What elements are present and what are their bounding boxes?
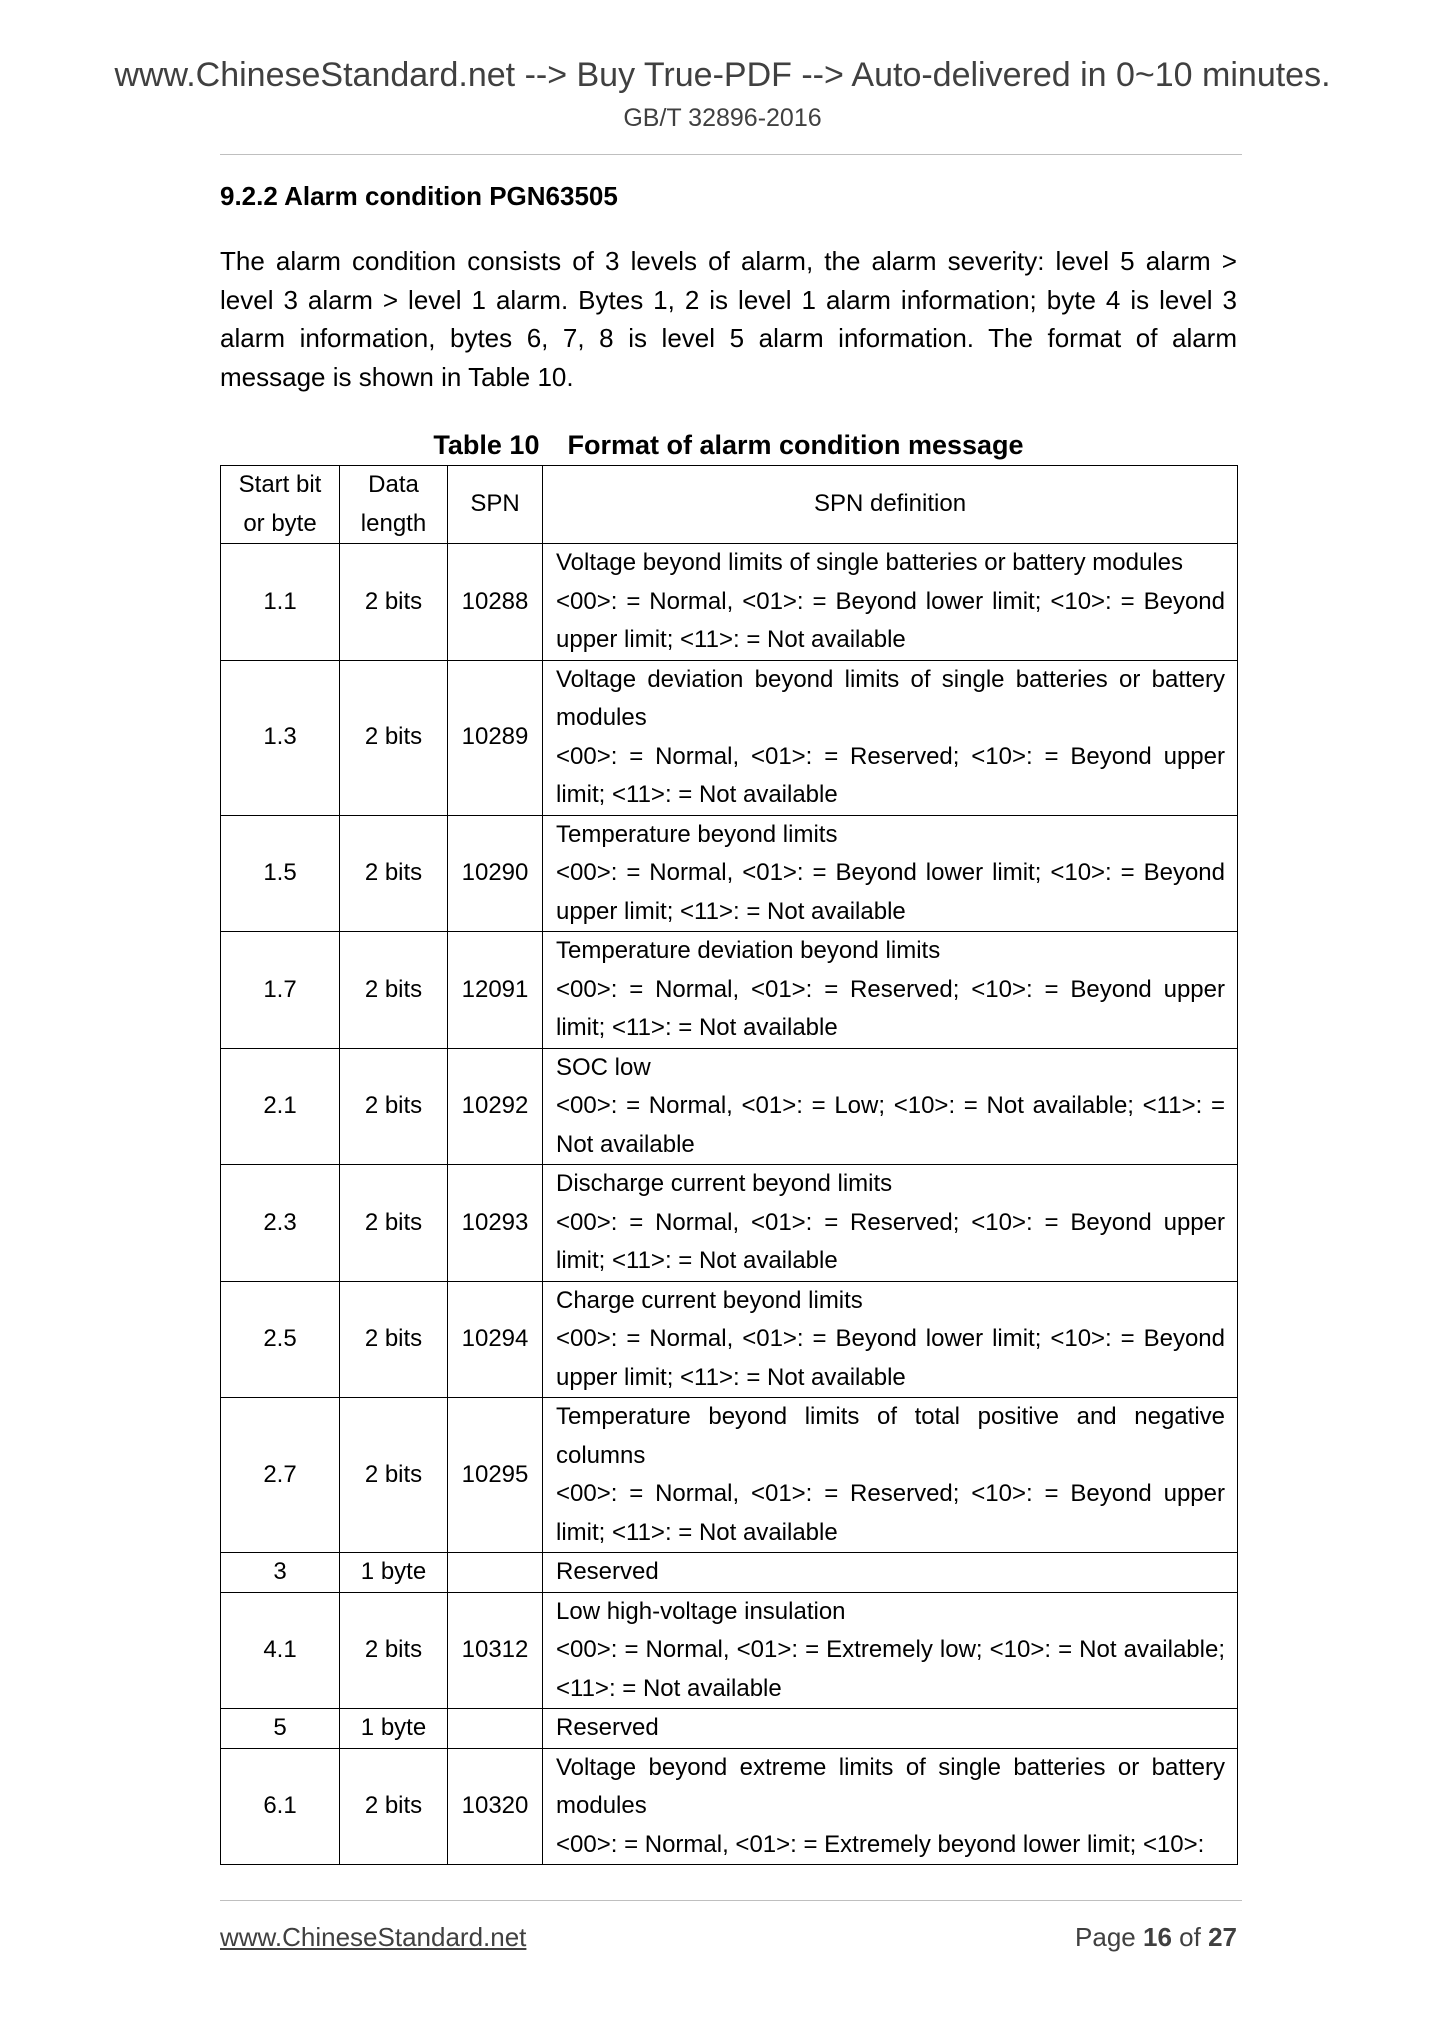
cell-spn: 10292 — [448, 1048, 543, 1165]
definition-title: Reserved — [556, 1558, 659, 1585]
total-pages: 27 — [1208, 1922, 1237, 1952]
current-page: 16 — [1143, 1922, 1172, 1952]
definition-values: <00>: = Normal, <01>: = Extremely beyond lower limit; <10>: — [556, 1830, 1205, 1858]
cell-start: 1.1 — [221, 544, 340, 661]
cell-definition — [543, 1709, 1238, 1749]
table-row — [221, 544, 1238, 661]
table-caption-number: Table 10 — [433, 430, 540, 460]
page-indicator: Page 16 of 27 — [1075, 1922, 1237, 1952]
cell-definition — [543, 1398, 1238, 1553]
definition-title: Temperature deviation beyond limits — [556, 937, 941, 964]
definition-title: Low high-voltage insulation — [556, 1597, 846, 1625]
cell-start: 2.1 — [221, 1048, 340, 1165]
cell-spn: 10293 — [448, 1165, 543, 1282]
cell-definition — [543, 815, 1238, 932]
definition-values: <00>: = Normal, <01>: = Reserved; <10>: = Beyond upper limit; <11>: = Not available — [556, 1480, 1225, 1546]
cell-spn: 10288 — [448, 544, 543, 661]
cell-length: 2 bits — [340, 1048, 448, 1165]
table-row — [221, 1281, 1238, 1398]
cell-definition — [543, 544, 1238, 661]
table-caption-title: Format of alarm condition message — [567, 430, 1024, 460]
definition-title: SOC low — [556, 1053, 651, 1081]
footer-site-link[interactable]: www.ChineseStandard.net — [220, 1922, 527, 1952]
definition-values: <00>: = Normal, <01>: = Beyond lower limit; <10>: = Beyond upper limit; <11>: = Not available — [556, 1325, 1225, 1391]
cell-length: 2 bits — [340, 1592, 448, 1709]
table-row — [221, 660, 1238, 815]
alarm-format-table — [220, 465, 1238, 1865]
cell-start: 1.5 — [221, 815, 340, 932]
definition-values: <00>: = Normal, <01>: = Reserved; <10>: = Beyond upper limit; <11>: = Not available — [556, 975, 1225, 1041]
cell-definition — [543, 1281, 1238, 1398]
cell-definition — [543, 1748, 1238, 1865]
cell-spn: 10294 — [448, 1281, 543, 1398]
cell-spn: 10289 — [448, 660, 543, 815]
header-divider — [220, 154, 1242, 155]
header-start-bit: Start bit or byte — [221, 466, 340, 544]
definition-values: <00>: = Normal, <01>: = Low; <10>: = Not available; <11>: = Not available — [556, 1092, 1225, 1158]
table-row — [221, 1048, 1238, 1165]
definition-title: Reserved — [556, 1714, 659, 1741]
cell-start: 2.5 — [221, 1281, 340, 1398]
cell-start: 3 — [221, 1553, 340, 1593]
table-row — [221, 1165, 1238, 1282]
table-row — [221, 1748, 1238, 1865]
cell-length: 2 bits — [340, 660, 448, 815]
cell-spn — [448, 1709, 543, 1749]
section-heading: 9.2.2 Alarm condition PGN63505 — [220, 181, 618, 211]
definition-values: <00>: = Normal, <01>: = Beyond lower limit; <10>: = Beyond upper limit; <11>: = Not available — [556, 859, 1225, 925]
definition-title: Voltage beyond limits of single batteries or battery modules — [556, 549, 1184, 576]
cell-length: 2 bits — [340, 932, 448, 1049]
cell-definition — [543, 1553, 1238, 1593]
cell-definition — [543, 660, 1238, 815]
definition-values: <00>: = Normal, <01>: = Beyond lower limit; <10>: = Beyond upper limit; <11>: = Not available — [556, 587, 1225, 653]
table-caption — [220, 430, 1237, 461]
cell-start: 1.3 — [221, 660, 340, 815]
cell-spn: 12091 — [448, 932, 543, 1049]
cell-spn: 10312 — [448, 1592, 543, 1709]
header-spn-definition: SPN definition — [543, 466, 1238, 544]
table-row — [221, 1398, 1238, 1553]
table-row — [221, 932, 1238, 1049]
cell-length: 1 byte — [340, 1553, 448, 1593]
definition-values: <00>: = Normal, <01>: = Reserved; <10>: = Beyond upper limit; <11>: = Not available — [556, 742, 1225, 808]
cell-definition — [543, 1592, 1238, 1709]
definition-title: Voltage beyond extreme limits of single batteries or battery modules — [556, 1753, 1225, 1819]
header-data-length: Data length — [340, 466, 448, 544]
table-row — [221, 815, 1238, 932]
definition-title: Discharge current beyond limits — [556, 1170, 893, 1197]
table-row — [221, 1592, 1238, 1709]
table-row — [221, 1553, 1238, 1593]
definition-title: Temperature beyond limits of total positive and negative columns — [556, 1403, 1225, 1469]
definition-title: Voltage deviation beyond limits of single batteries or battery modules — [556, 665, 1225, 731]
cell-length: 2 bits — [340, 1165, 448, 1282]
table-row — [221, 1709, 1238, 1749]
cell-start: 6.1 — [221, 1748, 340, 1865]
cell-spn: 10320 — [448, 1748, 543, 1865]
standard-id: GB/T 32896-2016 — [623, 104, 822, 132]
definition-values: <00>: = Normal, <01>: = Reserved; <10>: = Beyond upper limit; <11>: = Not available — [556, 1208, 1225, 1274]
definition-title: Temperature beyond limits — [556, 820, 838, 848]
cell-length: 2 bits — [340, 544, 448, 661]
cell-length: 2 bits — [340, 1748, 448, 1865]
definition-title: Charge current beyond limits — [556, 1286, 863, 1314]
intro-paragraph: The alarm condition consists of 3 levels of alarm, the alarm severity: level 5 alarm > level 3 alarm > level 1 alarm. Bytes 1, 2 is level 1 alarm information; byte 4 is level 3 alarm information, bytes 6, 7, 8 is level 5 alarm information. The format of alarm message is shown in Table 10. — [220, 246, 1237, 392]
cell-spn: 10290 — [448, 815, 543, 932]
cell-start: 2.3 — [221, 1165, 340, 1282]
cell-length: 2 bits — [340, 1281, 448, 1398]
cell-definition — [543, 1048, 1238, 1165]
cell-start: 2.7 — [221, 1398, 340, 1553]
cell-length: 1 byte — [340, 1709, 448, 1749]
cell-start: 5 — [221, 1709, 340, 1749]
header-spn: SPN — [448, 466, 543, 544]
cell-definition — [543, 932, 1238, 1049]
footer-divider — [220, 1900, 1242, 1901]
cell-start: 4.1 — [221, 1592, 340, 1709]
table-header-row — [221, 466, 1238, 544]
cell-length: 2 bits — [340, 815, 448, 932]
cell-start: 1.7 — [221, 932, 340, 1049]
cell-spn: 10295 — [448, 1398, 543, 1553]
cell-spn — [448, 1553, 543, 1593]
header-banner: www.ChineseStandard.net --> Buy True-PDF --> Auto-delivered in 0~10 minutes. — [114, 56, 1331, 94]
definition-values: <00>: = Normal, <01>: = Extremely low; <10>: = Not available; <11>: = Not available — [556, 1636, 1225, 1702]
cell-length: 2 bits — [340, 1398, 448, 1553]
cell-definition — [543, 1165, 1238, 1282]
